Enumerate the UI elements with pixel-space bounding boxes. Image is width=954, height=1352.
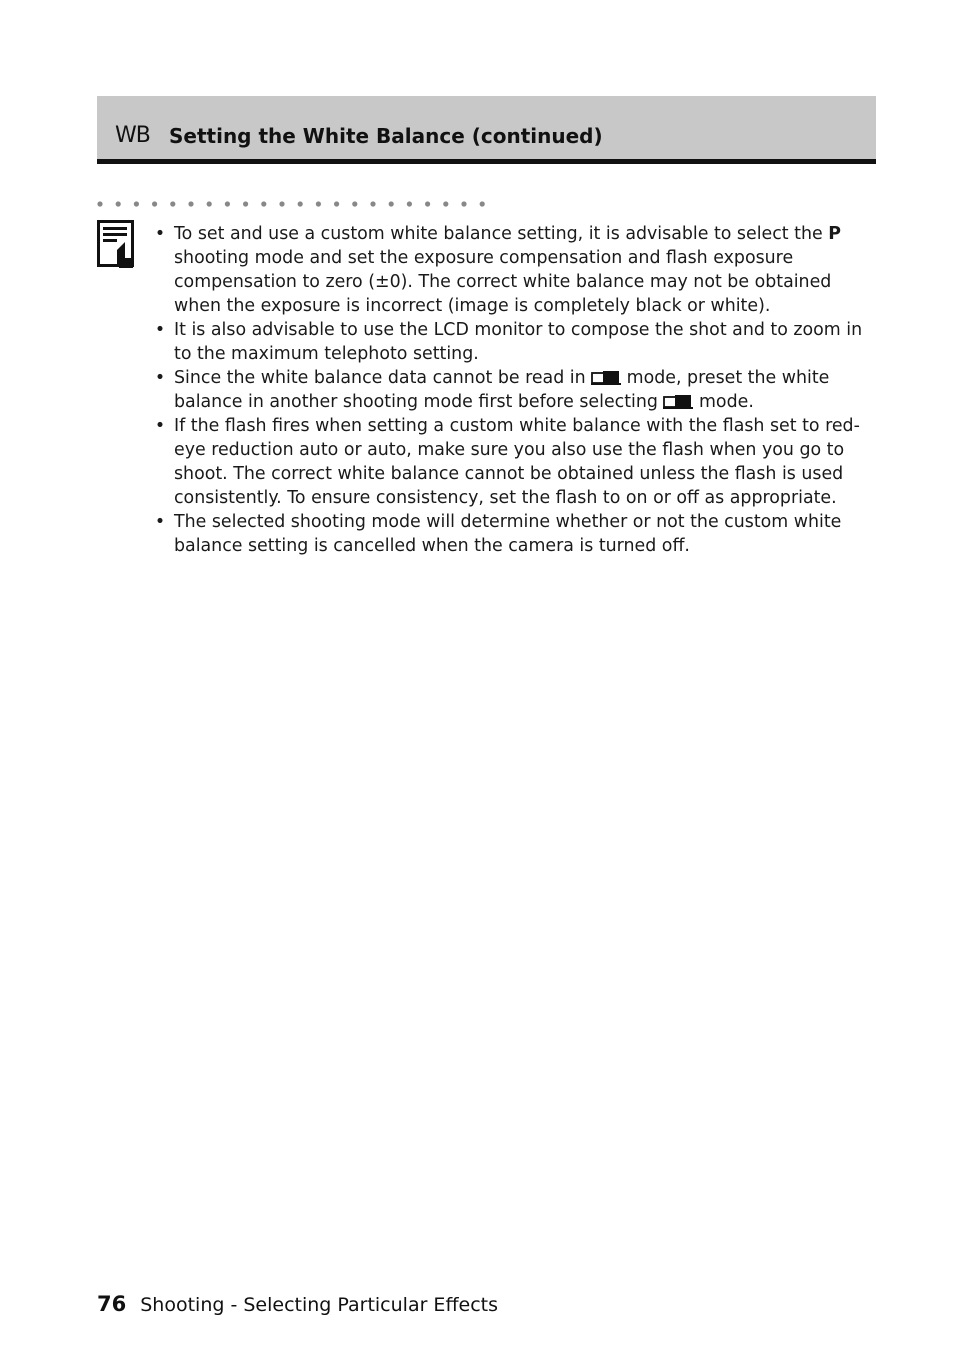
stitch-assist-icon [663,393,693,409]
white-balance-icon: WB [115,123,150,148]
note-text: If the flash fires when setting a custom white balance with the flash set to red-eye reduction auto or auto, make sure you also use the flash when you go to shoot. The correct white balance cannot be obtained unless the flash is used consistently. To ensure consistency, set the flash to on or off as appropriate. [174,416,860,508]
separator-dot [225,201,230,206]
bullet: • [154,320,166,340]
separator-dot [116,201,121,206]
separator-dot [334,201,339,206]
separator-dot [389,201,394,206]
separator-dot [352,201,357,206]
separator-dot [207,201,212,206]
separator-dot [261,201,266,206]
page-number: 76 [97,1292,127,1316]
memo-note-icon [97,220,137,270]
separator-dot [152,201,157,206]
note-text: shooting mode and set the exposure compensation and flash exposure compensation to zero (±0). The correct white balance may not be obtained when the exposure is incorrect (image is completely black or white). [174,248,832,316]
note-text: Since the white balance data cannot be read in [174,368,592,388]
bullet: • [154,224,166,244]
separator-dot [370,201,375,206]
list-item [152,222,876,318]
note-text: mode. [693,392,754,412]
notes-list [152,222,876,558]
separator-dot [480,201,485,206]
note-text: mode, preset the white balance in another shooting mode first before selecting [174,368,830,412]
program-mode-icon: P [828,224,841,244]
separator-dot [243,201,248,206]
section-name: Shooting - Selecting Particular Effects [140,1294,499,1316]
separator-dot [170,201,175,206]
list-item [152,510,876,558]
separator-dot [425,201,430,206]
stitch-assist-icon [591,369,621,385]
separator-dot [279,201,284,206]
list-item [152,318,876,366]
bullet: • [154,512,166,532]
page-footer [97,1289,498,1321]
separator-dot [316,201,321,206]
note-text: The selected shooting mode will determine whether or not the custom white balance setting is cancelled when the camera is turned off. [174,512,842,556]
separator-dot [461,201,466,206]
separator-dot [407,201,412,206]
list-item [152,366,876,414]
separator-dot [188,201,193,206]
separator-dot [298,201,303,206]
dotted-separator [97,200,497,208]
bullet: • [154,368,166,388]
bullet: • [154,416,166,436]
list-item [152,414,876,510]
separator-dot [443,201,448,206]
header-rule [97,159,876,164]
note-text: To set and use a custom white balance setting, it is advisable to select the [174,224,829,244]
separator-dot [97,201,102,206]
note-text: It is also advisable to use the LCD monitor to compose the shot and to zoom in to the maximum telephoto setting. [174,320,863,364]
page-title: Setting the White Balance (continued) [169,124,603,148]
separator-dot [134,201,139,206]
